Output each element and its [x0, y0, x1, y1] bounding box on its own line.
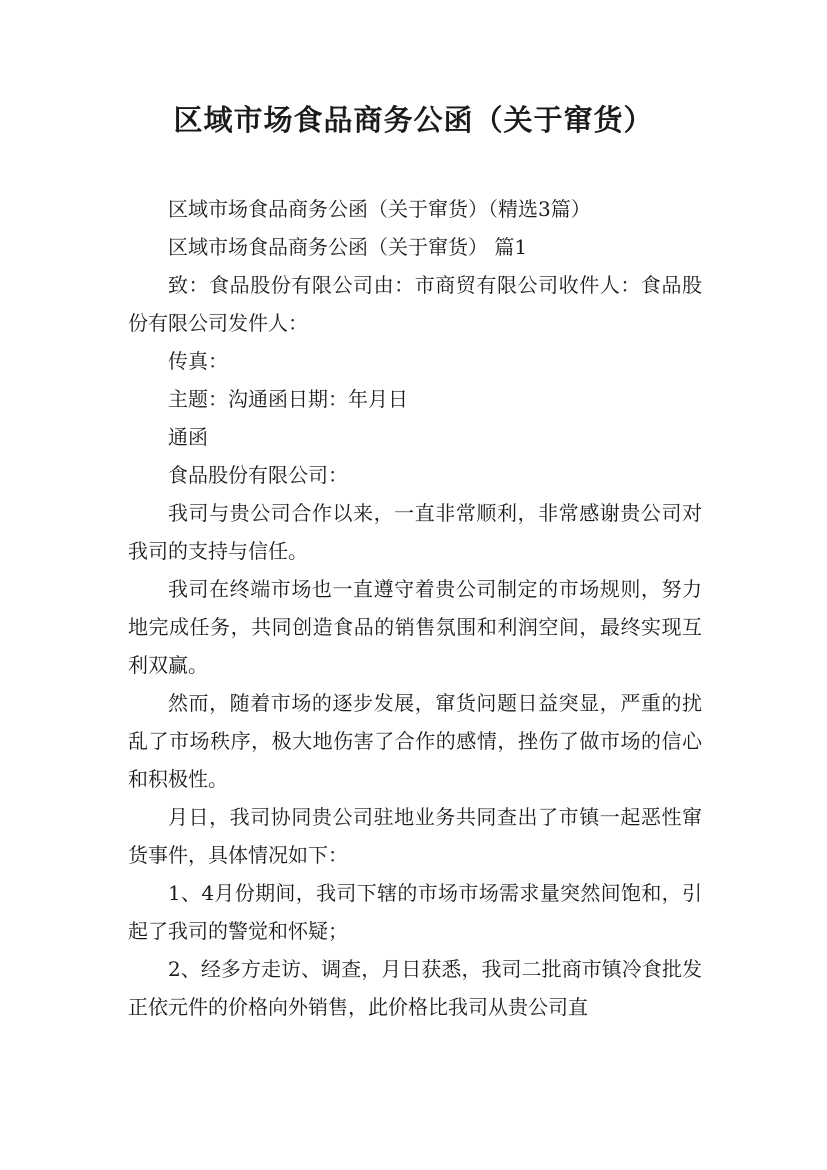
paragraph-salutation: 食品股份有限公司：: [168, 463, 348, 487]
document-body: [128, 190, 702, 1026]
paragraph-body: 然而，随着市场的逐步发展，窜货问题日益突显，严重的扰乱了市场秩序，极大地伤害了合作的感情，挫伤了做市场的信心和积极性。: [128, 691, 702, 791]
paragraph-subtitle: 区域市场食品商务公函（关于窜货）（精选3篇）: [168, 197, 591, 221]
paragraph-list-item: 2、经多方走访、调查，月日获悉，我司二批商市镇冷食批发正依元件的价格向外销售，此价格比我司从贵公司直: [128, 957, 702, 1019]
paragraph-body: 月日，我司协同贵公司驻地业务共同查出了市镇一起恶性窜货事件，具体情况如下：: [128, 805, 702, 867]
paragraph-fax: 传真：: [168, 349, 228, 373]
paragraph-section-heading: 区域市场食品商务公函（关于窜货） 篇1: [168, 235, 528, 259]
document-title: 区域市场食品商务公函（关于窜货）: [173, 103, 654, 137]
paragraph-body: 我司与贵公司合作以来，一直非常顺利，非常感谢贵公司对我司的支持与信任。: [128, 501, 702, 563]
paragraph-body: 我司在终端市场也一直遵守着贵公司制定的市场规则，努力地完成任务，共同创造食品的销售氛围和利润空间，最终实现互利双赢。: [128, 577, 702, 677]
paragraph-notice-label: 通函: [168, 425, 208, 449]
paragraph-list-item: 1、4月份期间，我司下辖的市场市场需求量突然间饱和，引起了我司的警觉和怀疑；: [128, 881, 702, 943]
paragraph-recipient-info: 致：食品股份有限公司由：市商贸有限公司收件人：食品股份有限公司发件人：: [128, 273, 702, 335]
paragraph-subject-date: 主题：沟通函日期：年月日: [168, 387, 408, 411]
